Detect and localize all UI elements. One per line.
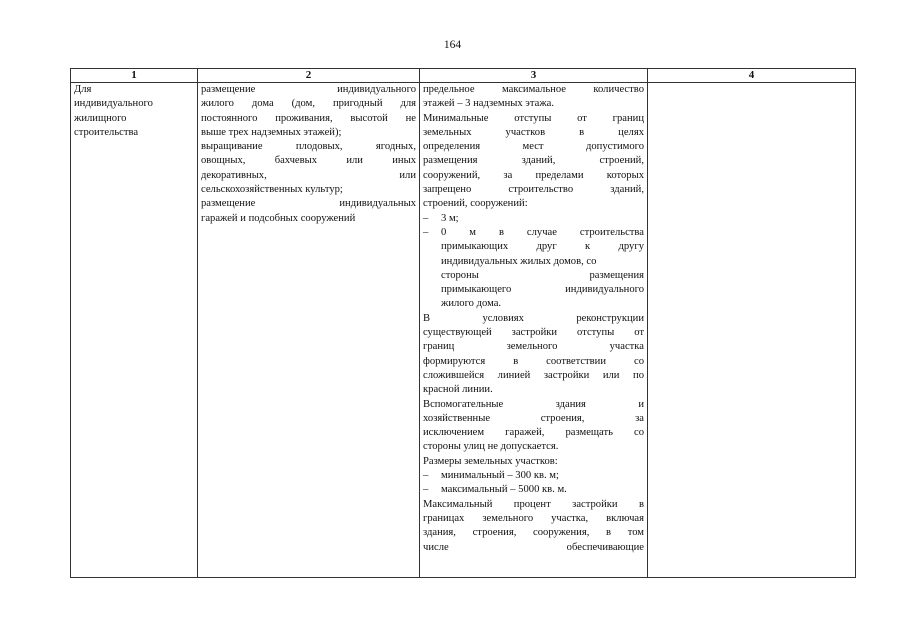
cell-line: выше трех надземных этажей); [201, 126, 342, 138]
cell-line: постоянного проживания, высотой не [201, 112, 416, 124]
cell-line: Для [74, 84, 92, 95]
land-use-type-cell [71, 83, 198, 578]
column-header-4: 4 [648, 69, 856, 83]
cell-line: размещения зданий, строений, [423, 155, 644, 167]
cell-line: размещение индивидуальных [201, 198, 416, 210]
cell-line: определения мест допустимого [423, 141, 644, 153]
cell-line: декоративных, или [201, 169, 416, 181]
list-item [423, 212, 644, 226]
cell-line: В условиях реконструкции [423, 312, 644, 324]
column-header-2: 2 [198, 69, 420, 83]
list-item [423, 483, 644, 497]
cell-line: Размеры земельных участков: [423, 455, 558, 467]
list-item-text: максимальный – 5000 кв. м. [441, 484, 567, 496]
cell-line: индивидуальных жилых домов, со [441, 255, 597, 267]
cell-line: стороны размещения [441, 269, 644, 281]
dash-marker: – [423, 226, 429, 238]
cell-line: индивидуального [74, 98, 153, 110]
cell-line: формируются в соответствии со [423, 355, 644, 367]
cell-line: строений, сооружений: [423, 198, 528, 210]
cell-line: строительства [74, 126, 139, 138]
cell-line: Вспомогательные здания и [423, 398, 644, 410]
list-item-continuation [423, 240, 644, 311]
cell-line: этажей – 3 надземных этажа. [423, 98, 554, 110]
cell-line: размещение индивидуального [201, 84, 416, 95]
cell-line: жилищного [74, 112, 127, 124]
dash-marker: – [423, 212, 429, 224]
notes-cell [648, 83, 856, 578]
cell-line: гаражей и подсобных сооружений [201, 212, 356, 224]
cell-line: выращивание плодовых, ягодных, [201, 141, 416, 153]
cell-line: запрещено строительство зданий, [423, 184, 644, 196]
cell-line: предельное максимальное количество [423, 84, 644, 95]
table-row [71, 83, 856, 578]
column-header-3: 3 [420, 69, 648, 83]
cell-line: Минимальные отступы от границ [423, 112, 644, 124]
cell-line: жилого дома. [441, 298, 502, 310]
list-item-text: 0 м в случае строительства [441, 226, 644, 238]
cell-line: здания, строения, сооружения, в том [423, 527, 644, 539]
list-item-text: 3 м; [441, 212, 459, 224]
cell-line: овощных, бахчевых или иных [201, 155, 416, 167]
cell-line: земельных участков в целях [423, 126, 644, 138]
cell-line: хозяйственные строения, за [423, 412, 644, 424]
list-item [423, 469, 644, 483]
cell-line: сложившейся линией застройки или по [423, 369, 644, 381]
column-header-1: 1 [71, 69, 198, 83]
list-item [423, 226, 644, 240]
cell-line: числе обеспечивающие [423, 541, 644, 553]
permitted-use-description-cell [198, 83, 420, 578]
cell-line: границ земельного участка [423, 341, 644, 353]
cell-line: красной линии. [423, 384, 493, 396]
cell-line: примыкающих друг к другу [441, 241, 644, 253]
table-header-row [71, 69, 856, 83]
cell-line: сельскохозяйственных культур; [201, 184, 343, 196]
list-item-text: минимальный – 300 кв. м; [441, 470, 559, 482]
cell-line: стороны улиц не допускается. [423, 441, 559, 453]
cell-line: примыкающего индивидуального [441, 284, 644, 296]
cell-line: границах земельного участка, включая [423, 512, 644, 524]
dash-marker: – [423, 470, 429, 482]
page-number: 164 [443, 39, 462, 51]
cell-line: Максимальный процент застройки в [423, 498, 644, 510]
cell-line: исключением гаражей, размещать со [423, 427, 644, 439]
cell-line: сооружений, за пределами которых [423, 169, 644, 181]
cell-line: существующей застройки отступы от [423, 327, 644, 339]
dash-marker: – [423, 484, 429, 496]
parameters-cell [420, 83, 648, 578]
cell-line: жилого дома (дом, пригодный для [201, 98, 416, 110]
regulations-table [70, 68, 856, 578]
